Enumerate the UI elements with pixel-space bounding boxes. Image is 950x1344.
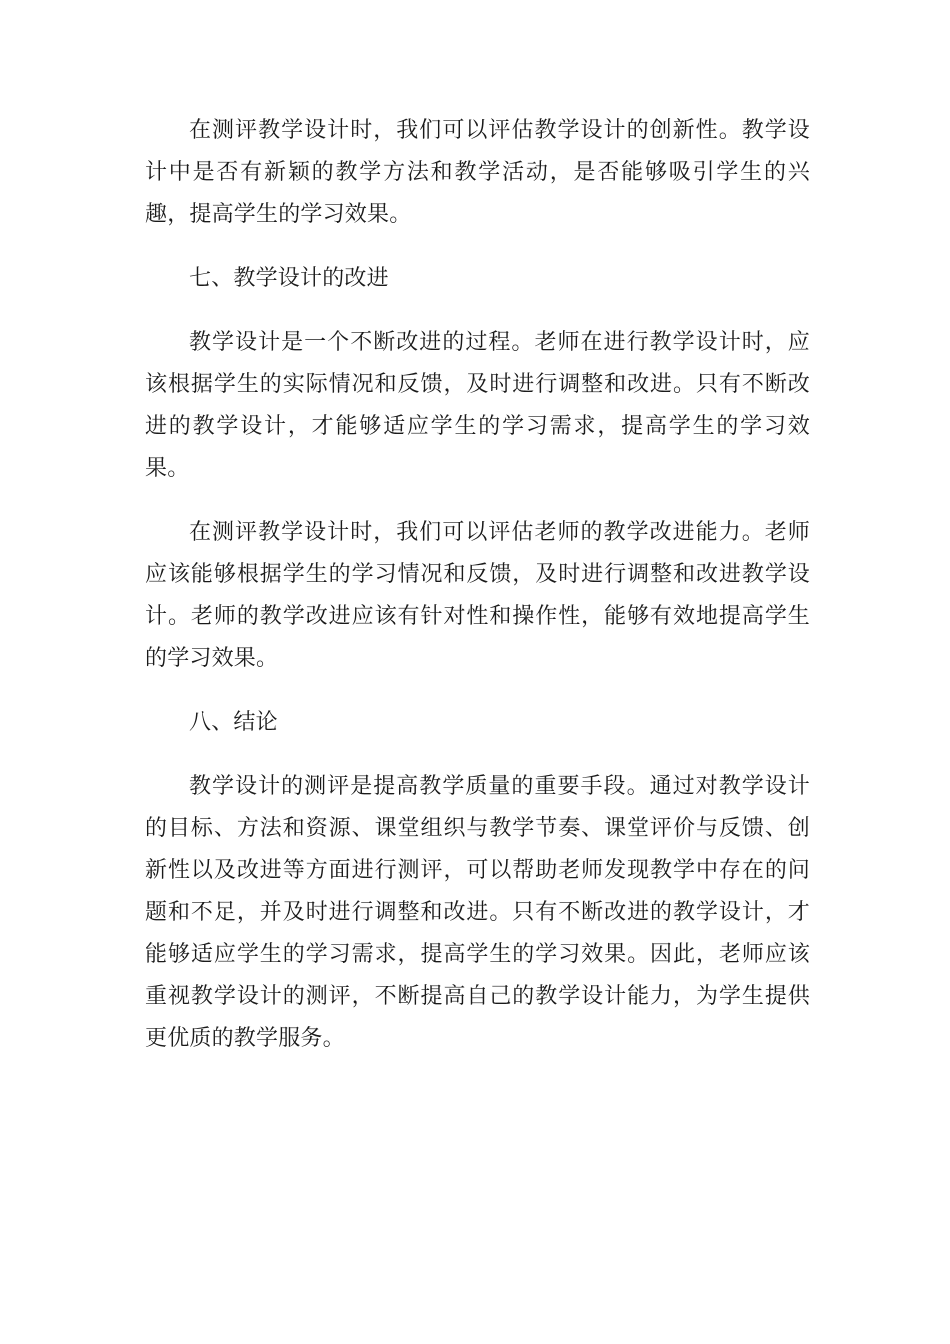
- paragraph-innovation: 在测评教学设计时，我们可以评估教学设计的创新性。教学设计中是否有新颖的教学方法和教学活动，是否能够吸引学生的兴趣，提高学生的学习效果。: [145, 118, 810, 227]
- section-heading-improvement: 七、教学设计的改进: [189, 266, 389, 291]
- paragraph-conclusion: 教学设计的测评是提高教学质量的重要手段。通过对教学设计的目标、方法和资源、课堂组织与教学节奏、课堂评价与反馈、创新性以及改进等方面进行测评，可以帮助老师发现教学中存在的问题和不足，并及时进行调整和改进。只有不断改进的教学设计，才能够适应学生的学习需求，提高学生的学习效果。因此，老师应该重视教学设计的测评，不断提高自己的教学设计能力，为学生提供更优质的教学服务。: [145, 774, 810, 1051]
- paragraph-improvement-ability: 在测评教学设计时，我们可以评估老师的教学改进能力。老师应该能够根据学生的学习情况和反馈，及时进行调整和改进教学设计。老师的教学改进应该有针对性和操作性，能够有效地提高学生的学习效果。: [145, 520, 810, 671]
- paragraph-improvement-process: 教学设计是一个不断改进的过程。老师在进行教学设计时，应该根据学生的实际情况和反馈，及时进行调整和改进。只有不断改进的教学设计，才能够适应学生的学习需求，提高学生的学习效果。: [145, 330, 810, 481]
- section-heading-conclusion: 八、结论: [189, 710, 278, 735]
- document-body: [145, 110, 810, 1082]
